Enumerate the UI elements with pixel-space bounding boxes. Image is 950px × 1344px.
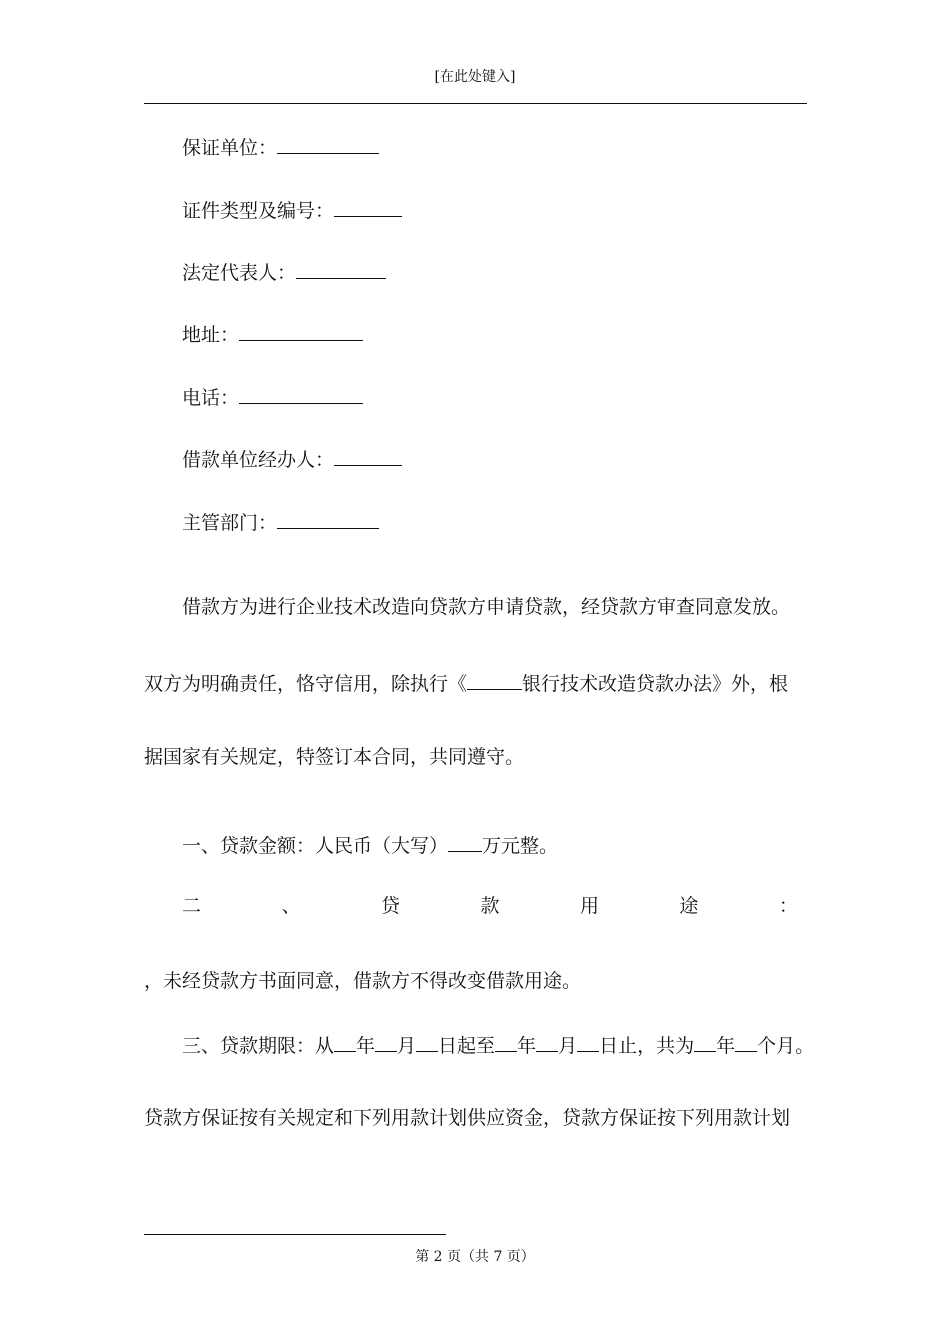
footer-divider — [144, 1234, 446, 1235]
clause-3-part: 个月。 — [757, 1035, 815, 1057]
preamble-line-3: 据国家有关规定，特签订本合同，共同遵守。 — [144, 746, 525, 768]
id-type-number-field — [182, 197, 402, 223]
preamble-line-2 — [144, 670, 788, 696]
clause-3-part: 年 — [517, 1035, 537, 1057]
header-divider — [144, 103, 807, 104]
end-year-blank — [495, 1032, 517, 1052]
loan-amount-blank — [448, 832, 482, 852]
clause-1-loan-amount — [182, 832, 558, 858]
phone-field — [182, 384, 363, 410]
address-label: 地址： — [182, 324, 240, 346]
id-type-number-label: 证件类型及编号： — [182, 200, 335, 222]
phone-label: 电话： — [182, 387, 240, 409]
borrower-agent-field — [182, 446, 402, 472]
term-months-blank — [735, 1032, 757, 1052]
clause-3-part: 三、贷款期限：从 — [182, 1035, 335, 1057]
guarantor-unit-field — [182, 134, 379, 160]
end-day-blank — [577, 1032, 599, 1052]
preamble-line-1: 借款方为进行企业技术改造向贷款方申请贷款，经贷款方审查同意发放。 — [182, 596, 791, 618]
clause-3-next-line: 贷款方保证按有关规定和下列用款计划供应资金，贷款方保证按下列用款计划 — [144, 1107, 791, 1129]
guarantor-unit-label: 保证单位： — [182, 137, 278, 159]
supervising-dept-blank — [277, 509, 379, 529]
clause-1-prefix: 一、贷款金额：人民币（大写） — [182, 835, 449, 857]
clause-3-part: 年 — [716, 1035, 736, 1057]
clause-3-part: 日起至 — [438, 1035, 496, 1057]
clause-2-char: 用 — [579, 895, 599, 917]
legal-representative-label: 法定代表人： — [182, 262, 297, 284]
clause-1-suffix: 万元整。 — [482, 835, 559, 857]
end-month-blank — [536, 1032, 558, 1052]
clause-2-continuation: ，未经贷款方书面同意，借款方不得改变借款用途。 — [144, 970, 582, 992]
clause-2-loan-purpose-heading — [182, 894, 798, 918]
page-number: 第 2 页（共 7 页） — [415, 1249, 535, 1265]
supervising-dept-field — [182, 509, 379, 535]
page-header: [在此处键入] — [434, 69, 516, 85]
phone-blank — [239, 384, 363, 404]
preamble-line-2a: 双方为明确责任，恪守信用，除执行《 — [144, 673, 468, 695]
start-month-blank — [375, 1032, 397, 1052]
clause-3-part: 月 — [558, 1035, 578, 1057]
clause-2-char: 、 — [281, 895, 301, 917]
clause-3-part: 年 — [356, 1035, 376, 1057]
guarantor-unit-blank — [277, 134, 379, 154]
bank-name-blank — [467, 670, 522, 690]
clause-2-char: 贷 — [380, 895, 400, 917]
legal-representative-blank — [296, 259, 386, 279]
borrower-agent-label: 借款单位经办人： — [182, 449, 335, 471]
supervising-dept-label: 主管部门： — [182, 512, 278, 534]
legal-representative-field — [182, 259, 386, 285]
clause-3-part: 日止，共为 — [599, 1035, 695, 1057]
clause-2-char: 款 — [480, 895, 500, 917]
address-blank — [239, 321, 363, 341]
clause-3-loan-term — [182, 1032, 814, 1058]
clause-2-char: 途 — [679, 895, 699, 917]
borrower-agent-blank — [334, 446, 402, 466]
clause-2-char: 二 — [182, 895, 202, 917]
id-type-number-blank — [334, 197, 402, 217]
start-year-blank — [334, 1032, 356, 1052]
address-field — [182, 321, 363, 347]
clause-3-part: 月 — [397, 1035, 417, 1057]
term-years-blank — [694, 1032, 716, 1052]
preamble-line-2b: 银行技术改造贷款办法》外，根 — [522, 673, 789, 695]
clause-2-char: ： — [778, 895, 798, 917]
start-day-blank — [416, 1032, 438, 1052]
